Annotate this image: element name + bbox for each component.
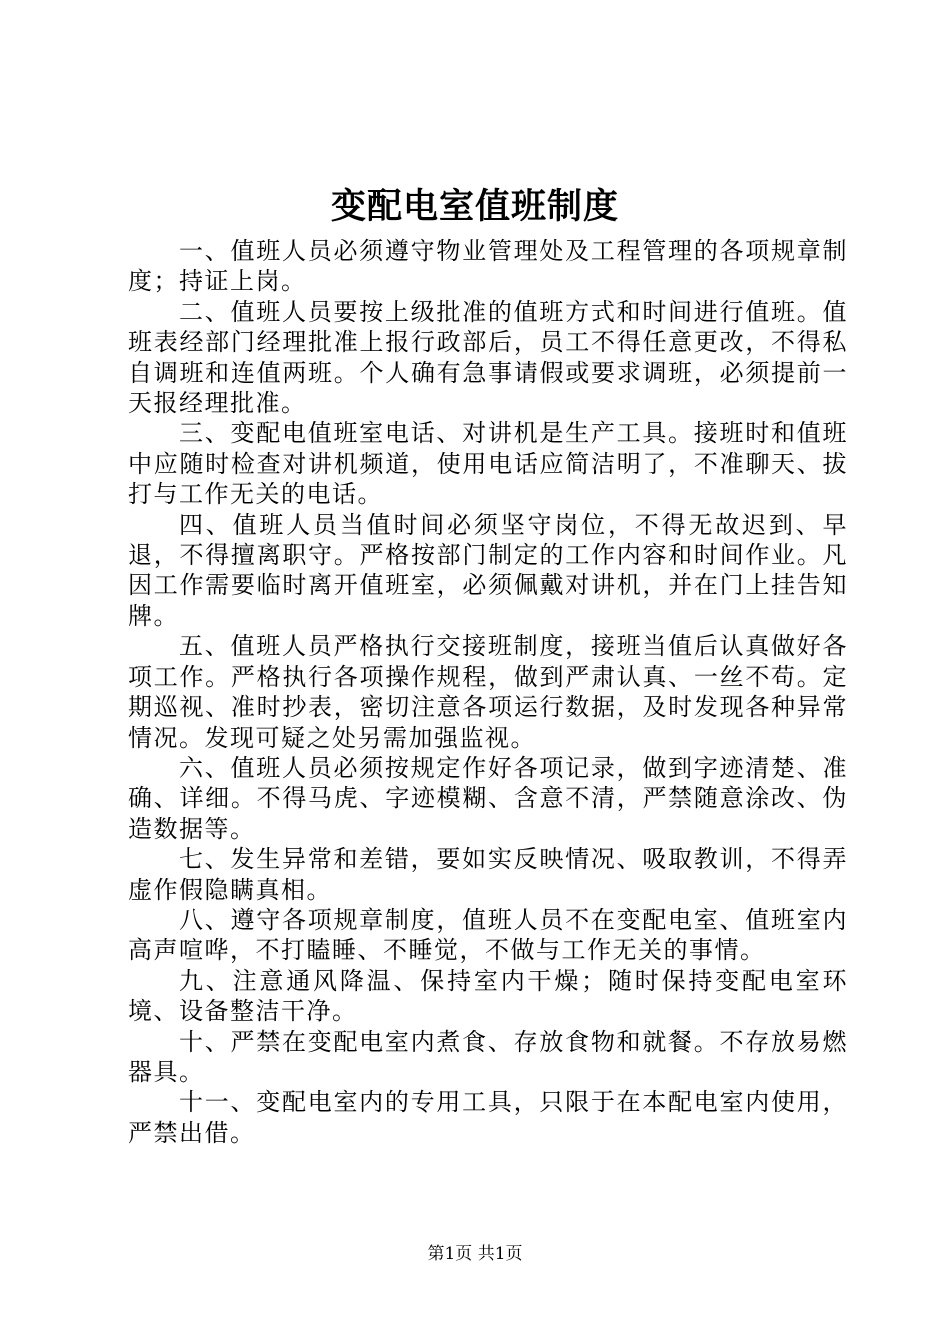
rule-paragraph-9: 九、注意通风降温、保持室内干燥；随时保持变配电室环境、设备整洁干净。 [128,966,848,1026]
page-footer: 第1页 共1页 [427,1244,523,1264]
document-title: 变配电室值班制度 [330,186,619,227]
rule-paragraph-2: 二、值班人员要按上级批准的值班方式和时间进行值班。值班表经部门经理批准上报行政部后，员工不得任意更改，不得私自调班和连值两班。个人确有急事请假或要求调班，必须提前一天报经理批准。 [128,297,848,418]
rule-paragraph-8: 八、遵守各项规章制度，值班人员不在变配电室、值班室内高声喧哗，不打瞌睡、不睡觉，不做与工作无关的事情。 [128,905,848,965]
rule-paragraph-1: 一、值班人员必须遵守物业管理处及工程管理的各项规章制度；持证上岗。 [128,237,848,296]
document-body [128,236,848,1148]
rule-paragraph-5: 五、值班人员严格执行交接班制度，接班当值后认真做好各项工作。严格执行各项操作规程，做到严肃认真、一丝不苟。定期巡视、准时抄表，密切注意各项运行数据，及时发现各种异常情况。发现可疑之处另需加强监视。 [128,632,848,752]
rule-paragraph-7: 七、发生异常和差错，要如实反映情况、吸取教训，不得弄虚作假隐瞒真相。 [128,845,848,904]
rule-paragraph-6: 六、值班人员必须按规定作好各项记录，做到字迹清楚、准确、详细。不得马虎、字迹模糊、含意不清，严禁随意涂改、伪造数据等。 [128,753,848,843]
rule-paragraph-11: 十一、变配电室内的专用工具，只限于在本配电室内使用，严禁出借。 [128,1088,848,1147]
rule-paragraph-10: 十、严禁在变配电室内煮食、存放食物和就餐。不存放易燃器具。 [128,1027,848,1086]
rule-paragraph-4: 四、值班人员当值时间必须坚守岗位，不得无故迟到、早退，不得擅离职守。严格按部门制定的工作内容和时间作业。凡因工作需要临时离开值班室，必须佩戴对讲机，并在门上挂告知牌。 [128,510,848,630]
rule-paragraph-3: 三、变配电值班室电话、对讲机是生产工具。接班时和值班中应随时检查对讲机频道，使用电话应简洁明了，不准聊天、拔打与工作无关的电话。 [128,419,848,509]
